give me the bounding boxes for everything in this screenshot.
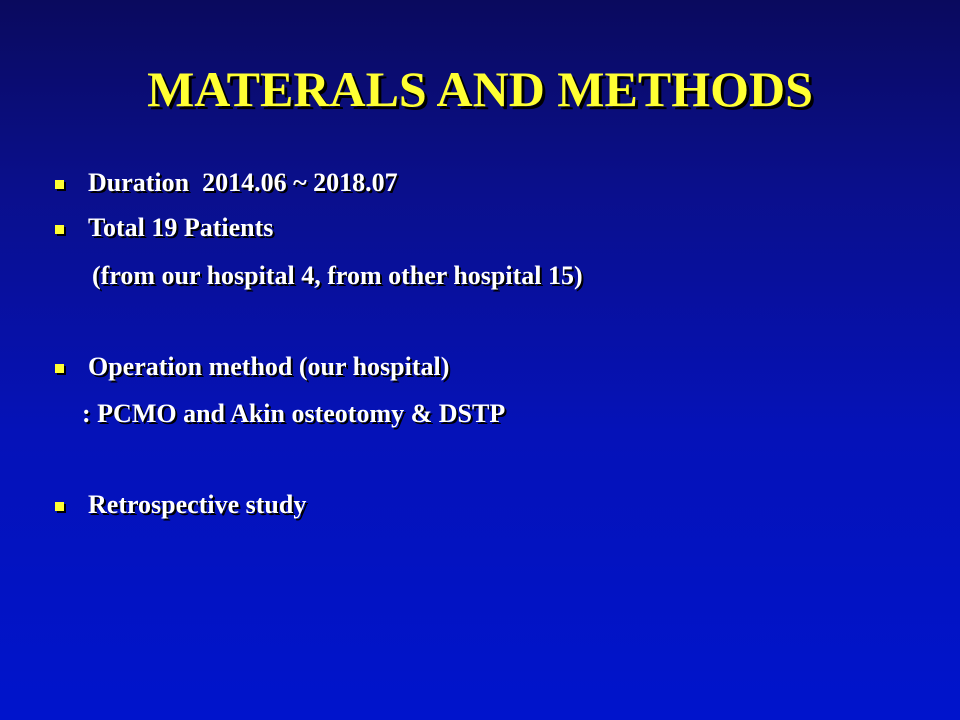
bullet-icon xyxy=(55,180,64,189)
slide-title: MATERALS AND METHODS xyxy=(147,61,813,117)
operation-detail-text: : PCMO and Akin osteotomy & DSTP xyxy=(82,399,506,428)
bullet-icon xyxy=(55,502,64,511)
bullet-icon xyxy=(55,364,64,373)
duration-text: Duration 2014.06 ~ 2018.07 xyxy=(88,168,398,197)
patients-breakdown-text: (from our hospital 4, from other hospital 15) xyxy=(92,261,583,290)
total-patients-text: Total 19 Patients xyxy=(88,213,274,242)
bullet-icon xyxy=(55,225,64,234)
operation-method-text: Operation method (our hospital) xyxy=(88,352,450,381)
study-type-text: Retrospective study xyxy=(88,490,307,519)
